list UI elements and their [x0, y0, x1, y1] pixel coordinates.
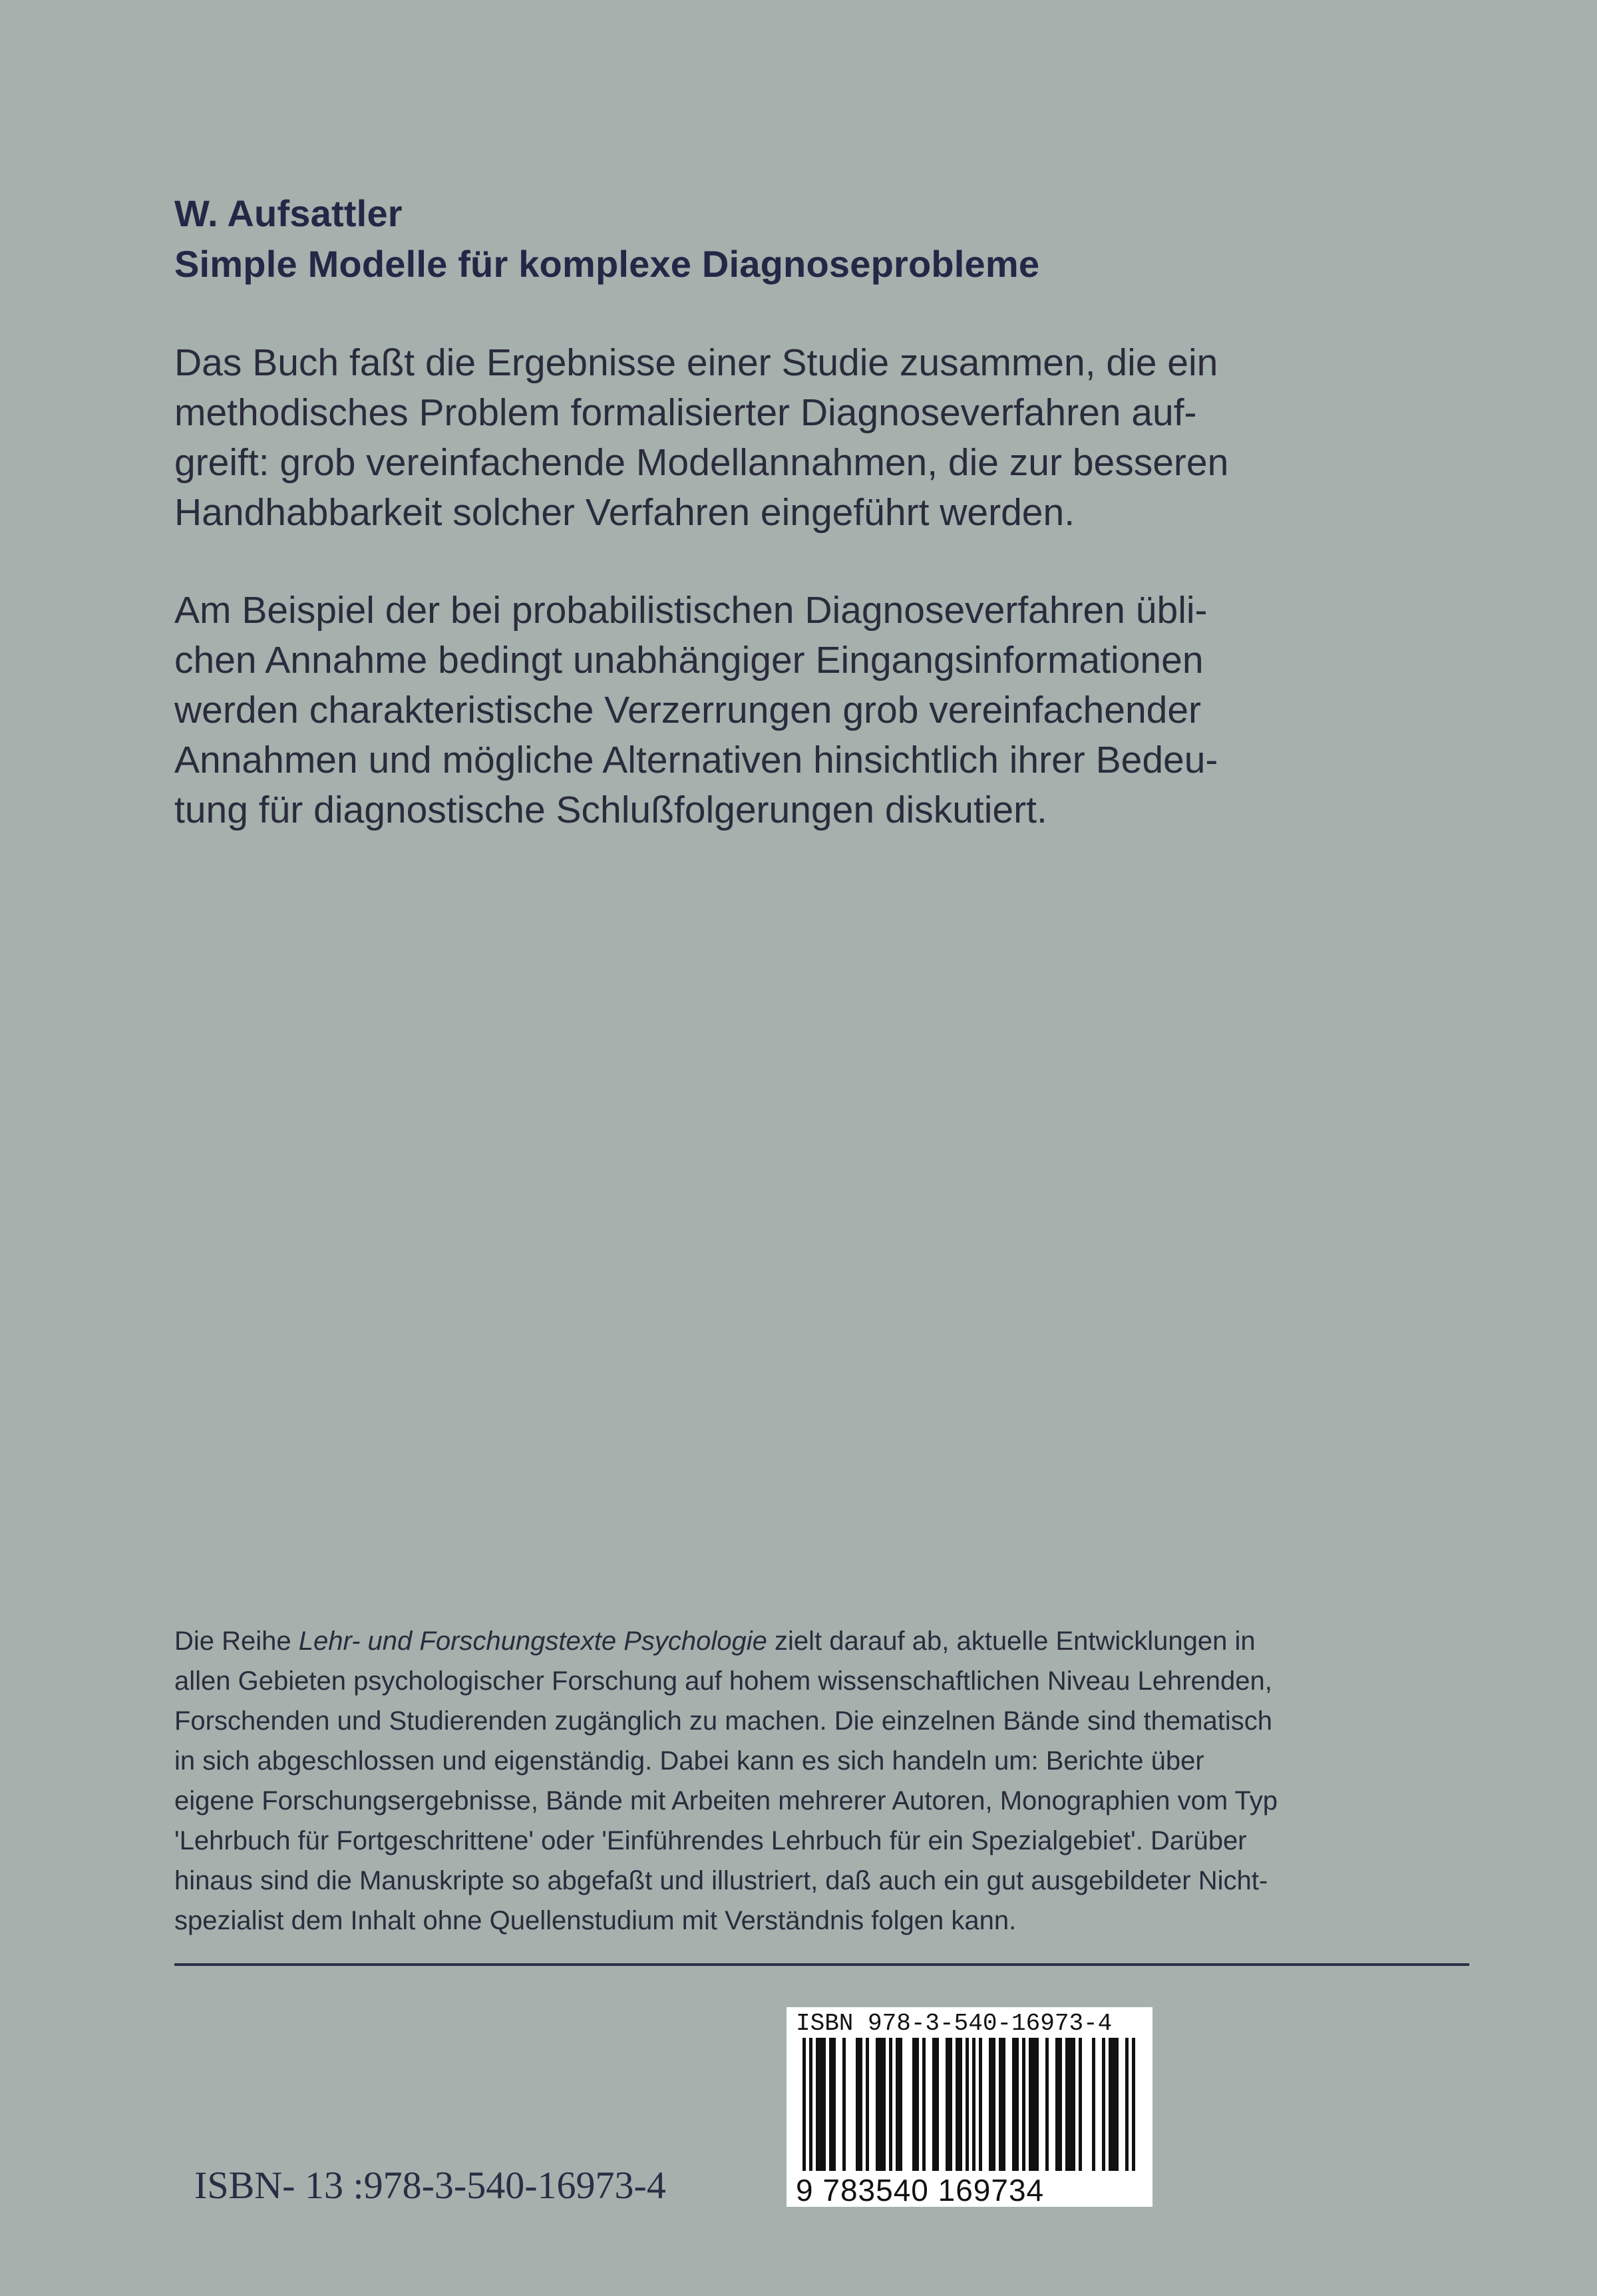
barcode-bar [1065, 2038, 1075, 2171]
barcode-bars [796, 2038, 1142, 2171]
barcode-bar [829, 2038, 836, 2171]
barcode-bar [802, 2038, 806, 2171]
barcode-bar [912, 2038, 919, 2171]
text-line: allen Gebieten psychologischer Forschung auf hohem wissenschaftlichen Niveau Lehrenden, [174, 1666, 1272, 1696]
barcode-bar [866, 2038, 869, 2171]
text-line: Forschenden und Studierenden zugänglich zu machen. Die einzelnen Bände sind thematisch [174, 1706, 1272, 1736]
barcode-bar [1132, 2038, 1135, 2171]
barcode-bar [922, 2038, 926, 2171]
barcode-bar [856, 2038, 862, 2171]
barcode-bar [979, 2038, 982, 2171]
description-paragraph-1 [174, 338, 1372, 538]
series-description [174, 1621, 1439, 1941]
text-line: Das Buch faßt die Ergebnisse einer Studie zusammen, die ein [174, 341, 1218, 384]
text-line [174, 1621, 1439, 1661]
text-line: chen Annahme bedingt unabhängiger Eingangsinformationen [174, 639, 1204, 681]
barcode-bar [1125, 2038, 1129, 2171]
barcode-bar [946, 2038, 952, 2171]
series-name: Lehr- und Forschungstexte Psychologie [298, 1626, 767, 1656]
book-title: Simple Modelle für komplexe Diagnoseprobleme [174, 243, 1040, 285]
text-line: Handhabbarkeit solcher Verfahren eingeführt werden. [174, 491, 1075, 534]
divider-rule [174, 1963, 1469, 1966]
text-line: greift: grob vereinfachende Modellannahmen, die zur besseren [174, 441, 1229, 484]
text-line: tung für diagnostische Schlußfolgerungen diskutiert. [174, 789, 1047, 831]
barcode-digits: 9 783540 169734 [796, 2173, 1045, 2207]
isbn-barcode [787, 2007, 1153, 2207]
series-intro: Die Reihe [174, 1626, 299, 1656]
barcode-bar [1012, 2038, 1019, 2171]
barcode-bar [889, 2038, 892, 2171]
text-line: 'Lehrbuch für Fortgeschrittene' oder 'Einführendes Lehrbuch für ein Spezialgebiet'. Darüber [174, 1826, 1247, 1855]
text-line: eigene Forschungsergebnisse, Bände mit Arbeiten mehrerer Autoren, Monographien vom Typ [174, 1786, 1278, 1816]
barcode-bar [932, 2038, 939, 2171]
text-line: spezialist dem Inhalt ohne Quellenstudium mit Verständnis folgen kann. [174, 1906, 1017, 1935]
barcode-isbn-label: ISBN 978-3-540-16973-4 [796, 2010, 1113, 2037]
barcode-bar [1109, 2038, 1119, 2171]
barcode-bar [1022, 2038, 1025, 2171]
barcode-bar [1029, 2038, 1039, 2171]
barcode-bar [1092, 2038, 1095, 2171]
barcode-bar [972, 2038, 976, 2171]
series-intro-rest: zielt darauf ab, aktuelle Entwicklungen in [767, 1626, 1256, 1656]
description-paragraph-2 [174, 586, 1372, 835]
barcode-bar [816, 2038, 826, 2171]
barcode-bar [842, 2038, 846, 2171]
barcode-bar [989, 2038, 995, 2171]
text-line: in sich abgeschlossen und eigenständig. Dabei kann es sich handeln um: Berichte über [174, 1746, 1204, 1776]
text-line: werden charakteristische Verzerrungen grob vereinfachender [174, 689, 1202, 731]
text-line: Annahmen und mögliche Alternativen hinsichtlich ihrer Bedeu- [174, 739, 1218, 781]
isbn-printed: ISBN- 13 :978-3-540-16973-4 [194, 2164, 666, 2207]
barcode-bar [1045, 2038, 1049, 2171]
barcode-bar [966, 2038, 969, 2171]
barcode-bar [956, 2038, 962, 2171]
text-line: Am Beispiel der bei probabilistischen Diagnoseverfahren übli- [174, 589, 1208, 632]
text-line: hinaus sind die Manuskripte so abgefaßt und illustriert, daß auch ein gut ausgebildeter Nicht- [174, 1866, 1268, 1895]
barcode-bar [1055, 2038, 1062, 2171]
barcode-bar [999, 2038, 1005, 2171]
barcode-bar [809, 2038, 812, 2171]
barcode-bar [876, 2038, 886, 2171]
barcode-bar [1102, 2038, 1105, 2171]
text-line: methodisches Problem formalisierter Diagnoseverfahren auf- [174, 391, 1197, 434]
barcode-bar [896, 2038, 902, 2171]
author-name: W. Aufsattler [174, 192, 403, 234]
barcode-bar [1079, 2038, 1082, 2171]
